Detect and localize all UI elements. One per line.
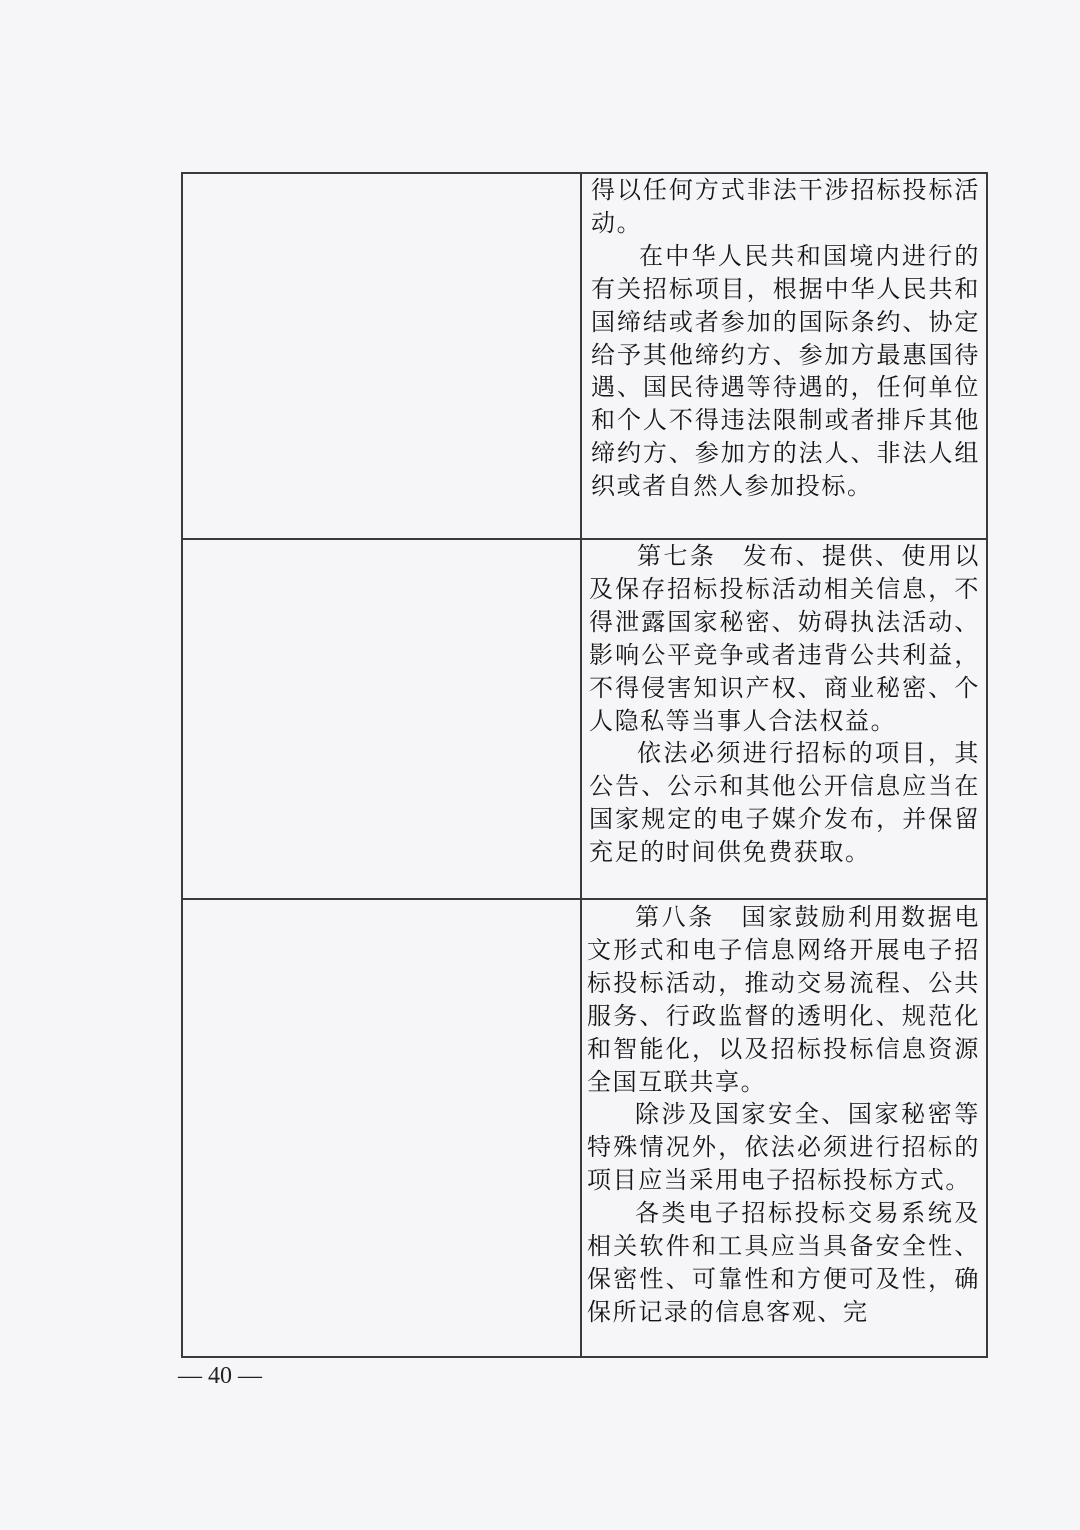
cell-paragraph: 在中华人民共和国境内进行的有关招标项目，根据中华人民共和国缔结或者参加的国际条约、协定给予其他缔约方、参加方最惠国待遇、国民待遇等待遇的，任何单位和个人不得违法限制或者排斥其他缔约方、参加方的法人、非法人组织或者自然人参加投标。	[591, 241, 980, 501]
table-bottom-border	[181, 1356, 988, 1358]
table-cell-row-2	[589, 540, 980, 869]
table-cell-row-3	[587, 901, 980, 1329]
table-cell-row-1	[591, 174, 980, 503]
table-column-divider	[580, 172, 582, 1358]
cell-paragraph: 各类电子招标投标交易系统及相关软件和工具应当具备安全性、保密性、可靠性和方便可及性，确保所记录的信息客观、完	[587, 1199, 980, 1326]
table-left-border	[181, 172, 183, 1358]
page-number: — 40 —	[178, 1363, 262, 1389]
article-8-paragraph: 第八条 国家鼓励利用数据电文形式和电子信息网络开展电子招标投标活动，推动交易流程、公共服务、行政监督的透明化、规范化和智能化，以及招标投标信息资源全国互联共享。	[587, 903, 980, 1096]
cell-paragraph: 得以任何方式非法干涉招标投标活动。	[591, 176, 980, 237]
article-7-paragraph: 第七条 发布、提供、使用以及保存招标投标活动相关信息，不得泄露国家秘密、妨碍执法活动、影响公平竞争或者违背公共利益，不得侵害知识产权、商业秘密、个人隐私等当事人合法权益。	[589, 542, 980, 735]
cell-paragraph: 除涉及国家安全、国家秘密等特殊情况外，依法必须进行招标的项目应当采用电子招标投标方式。	[587, 1100, 980, 1195]
cell-paragraph: 依法必须进行招标的项目，其公告、公示和其他公开信息应当在国家规定的电子媒介发布，并保留充足的时间供免费获取。	[589, 739, 980, 867]
table-row-divider	[181, 898, 988, 900]
table-right-border	[986, 172, 988, 1358]
